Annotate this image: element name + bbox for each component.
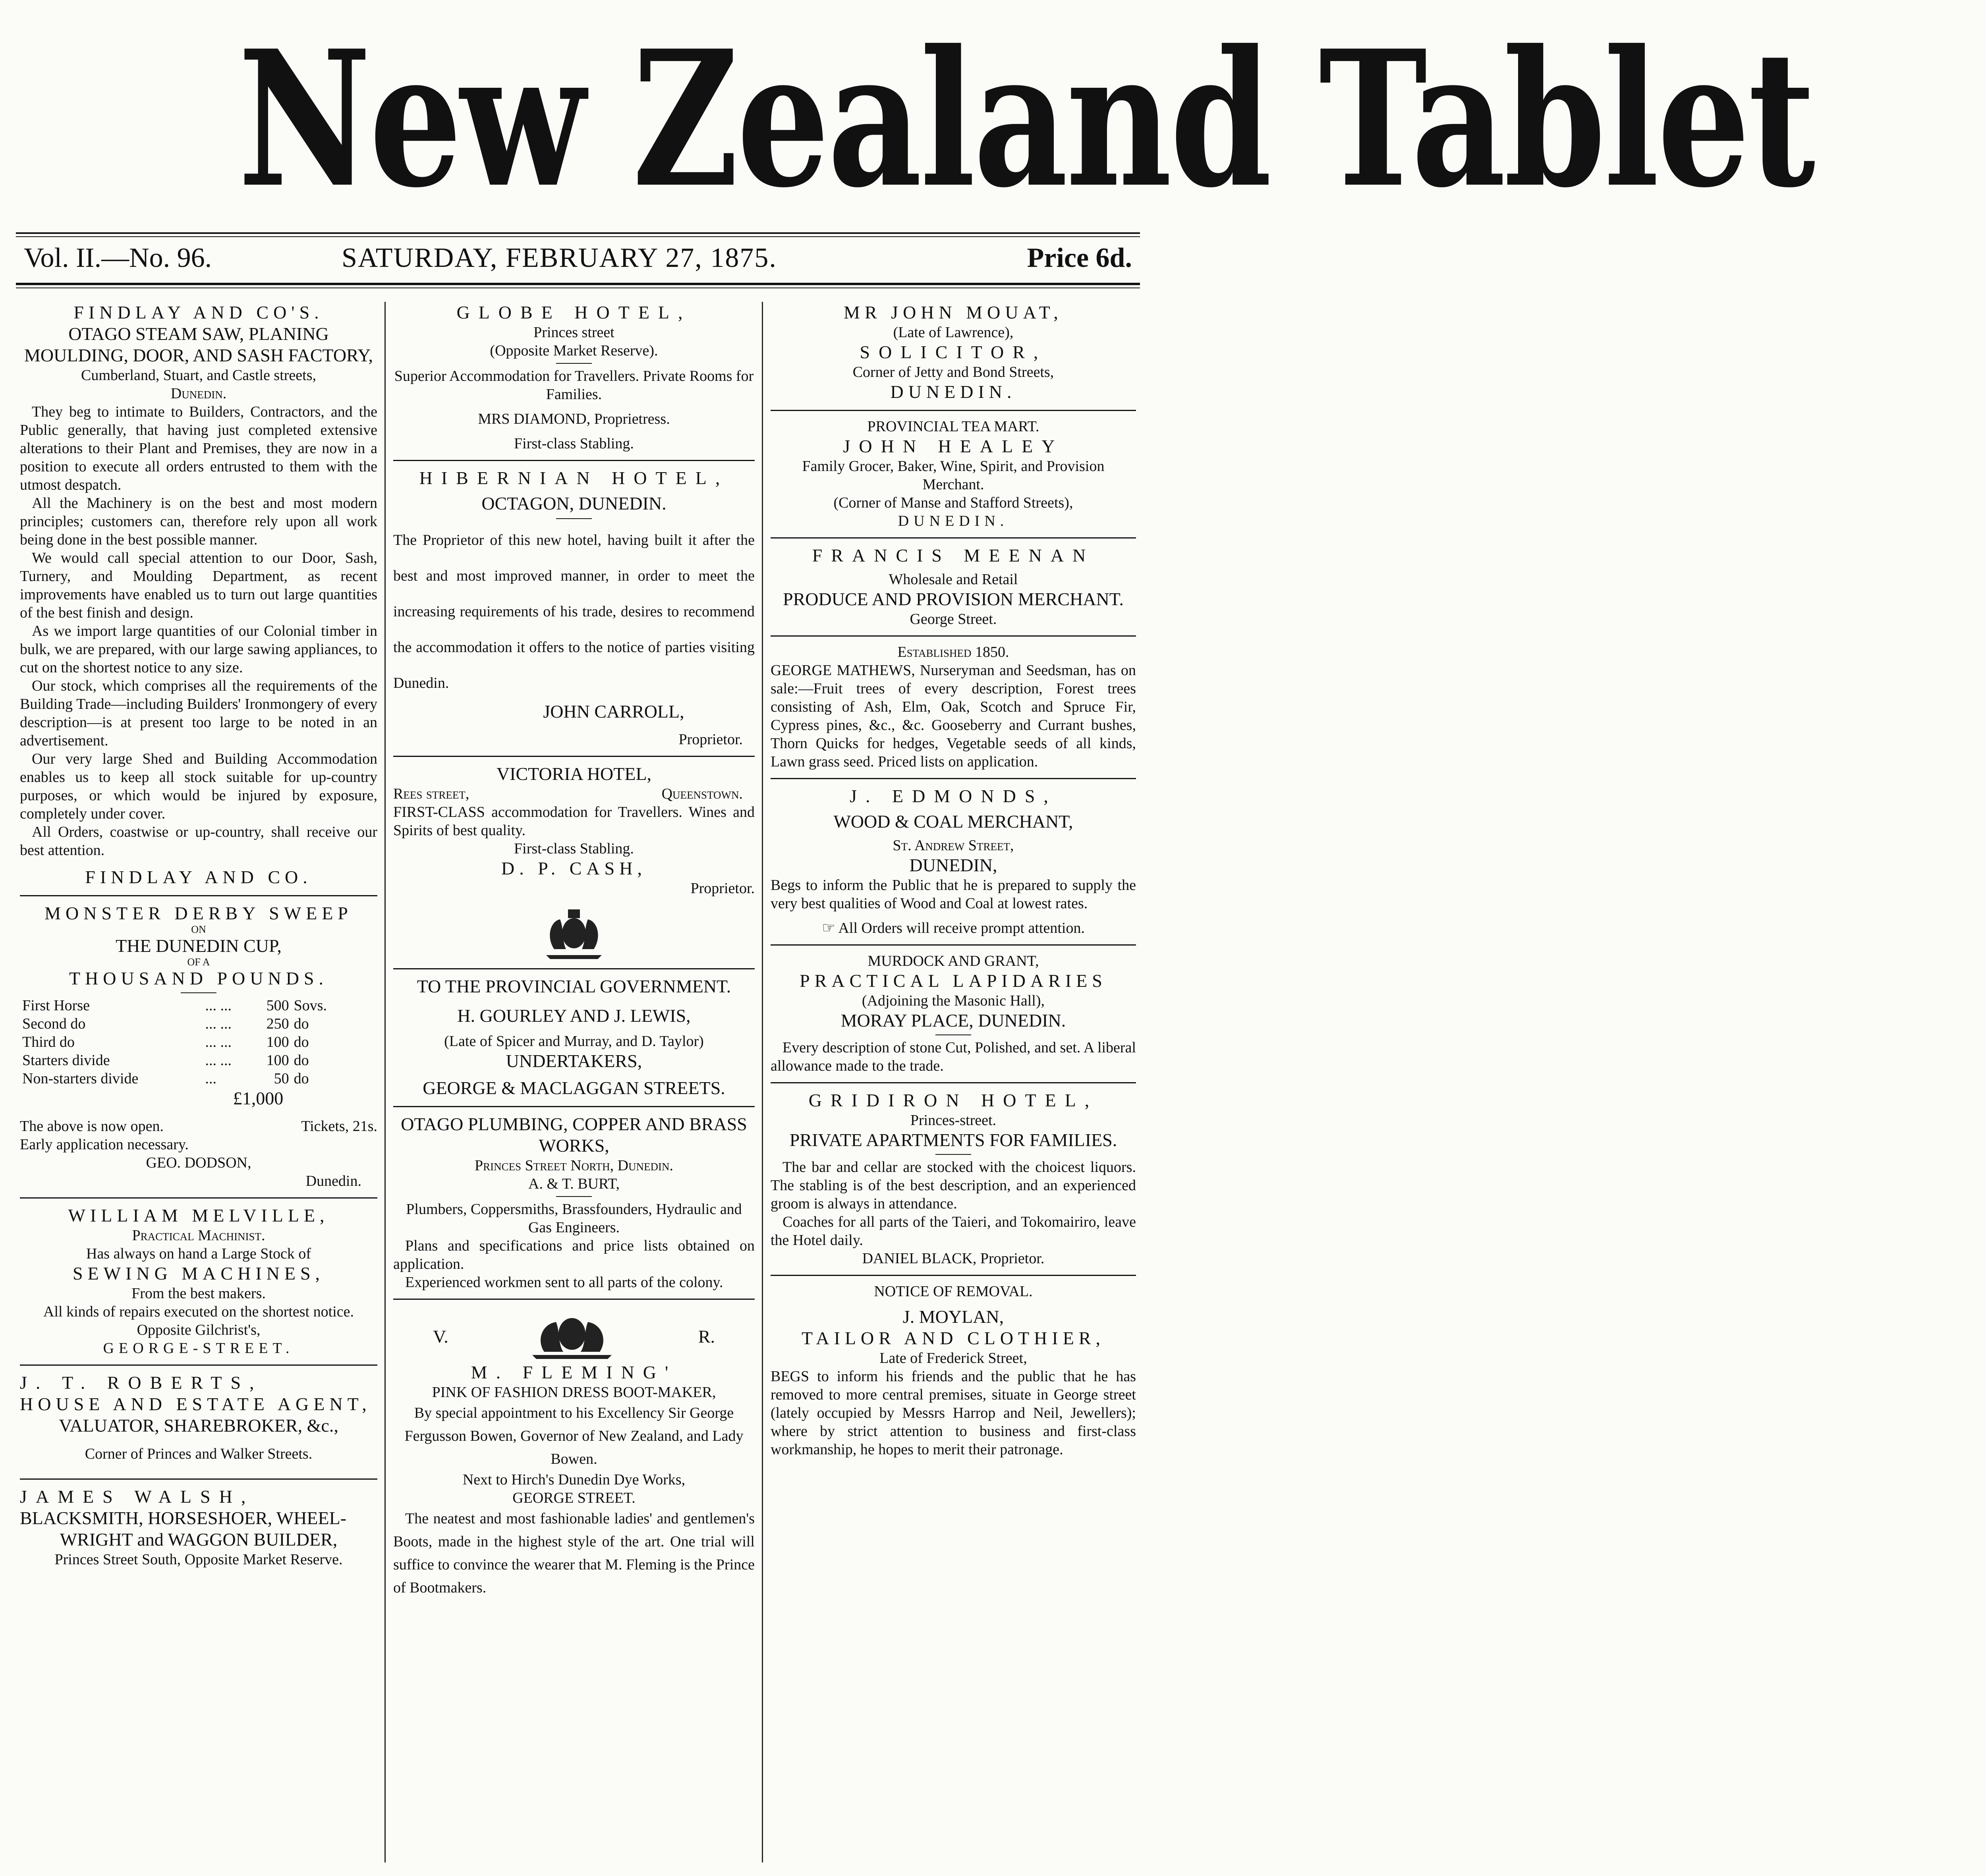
prize-row: First Horse ... ... 500 Sovs. xyxy=(20,996,349,1015)
advert-line: First-class Stabling. xyxy=(514,840,634,857)
short-rule xyxy=(556,363,592,364)
prize-amount: 100 xyxy=(266,1034,289,1050)
advert-line: By special appointment to his Excellency Sir George Fergusson Bowen, Governor of New Zealand, and Lady Bowen. xyxy=(404,1405,744,1467)
advert-line: FIRST-CLASS accommodation for Travellers. Wines and Spirits of best quality. xyxy=(393,804,755,839)
advert-heading: TO THE PROVINCIAL GOVERNMENT. xyxy=(417,976,731,996)
advert-line: VALUATOR, SHAREBROKER, &c., xyxy=(59,1415,338,1436)
prize-total: £1,000 xyxy=(233,1088,284,1108)
advert-line: GEORGE STREET. xyxy=(512,1490,636,1506)
advert-line: (Corner of Manse and Stafford Streets), xyxy=(833,494,1073,511)
prize-label: Second do xyxy=(22,1015,86,1032)
prize-row: Non-starters divide ... 50 do xyxy=(20,1069,349,1088)
prize-row: Third do ... ... 100 do xyxy=(20,1033,349,1051)
advert-name: GRIDIRON HOTEL, xyxy=(808,1090,1098,1110)
advert-line: St. Andrew Street, xyxy=(893,837,1014,854)
advert-paragraph: We would call special attention to our Door, Sash, Turnery, and Moulding Department, as recent improvements have enabled us to turn out large quantities of the best finish and design. xyxy=(20,550,377,621)
advert-city: Dunedin. xyxy=(305,1173,361,1189)
advert-town: Queenstown. xyxy=(661,786,743,802)
prize-amount: 250 xyxy=(266,1015,289,1032)
advert-note: Tickets, 21s. xyxy=(301,1118,377,1135)
advert-name: HIBERNIAN HOTEL, xyxy=(419,468,729,488)
short-rule xyxy=(556,1196,592,1197)
column-3 xyxy=(771,302,1136,1862)
advert-line: WOOD & COAL MERCHANT, xyxy=(833,811,1073,832)
advert-line: OCTAGON, DUNEDIN. xyxy=(481,493,667,513)
dateline xyxy=(16,240,1140,276)
advert-divider xyxy=(771,778,1136,779)
prize-unit: do xyxy=(294,1070,309,1087)
advert-title: OTAGO STEAM SAW, PLANING MOULDING, DOOR, AND SASH FACTORY, xyxy=(24,324,373,365)
advert-divider xyxy=(771,1275,1136,1276)
advert-line: TAILOR AND CLOTHIER, xyxy=(802,1328,1105,1348)
advert-paragraph: Our very large Shed and Building Accommodation enables us to keep all stock suitable for up-country purposes, or which would be injured by exposure, completely under cover. xyxy=(20,751,377,822)
gridiron-hotel-advert xyxy=(771,1090,1136,1268)
advert-divider xyxy=(20,1365,377,1366)
globe-hotel-advert xyxy=(393,302,755,453)
advert-divider xyxy=(20,895,377,896)
advert-line: Plans and specifications and price lists obtained on application. xyxy=(393,1237,755,1272)
advert-paragraph: They beg to intimate to Builders, Contractors, and the Public generally, that having just completed extensive alterations to their Plant and Premises, they are now in a position to execute all orders entrusted to them with the utmost despatch. xyxy=(20,403,377,493)
advert-name: J. MOYLAN, xyxy=(902,1307,1004,1327)
advert-line: Wholesale and Retail xyxy=(889,571,1018,588)
advert-line: All kinds of repairs executed on the shortest notice. xyxy=(43,1303,354,1320)
murdock-advert xyxy=(771,952,1136,1075)
prize-unit: Sovs. xyxy=(294,997,327,1014)
healey-advert xyxy=(771,417,1136,530)
advert-subtitle: THE DUNEDIN CUP, xyxy=(116,936,282,956)
prize-unit: do xyxy=(294,1034,309,1050)
advert-name: M. FLEMING' xyxy=(471,1362,677,1382)
advert-signer: GEO. DODSON, xyxy=(146,1154,251,1171)
advert-divider xyxy=(771,1082,1136,1083)
prize-label: First Horse xyxy=(22,997,90,1014)
advert-divider xyxy=(20,1478,377,1480)
issue-price: Price 6d. xyxy=(1027,243,1132,273)
advert-trade: Practical Machinist. xyxy=(132,1227,265,1244)
mathews-advert xyxy=(771,643,1136,771)
prize-unit: do xyxy=(294,1052,309,1069)
advert-paragraph: All the Machinery is on the best and most modern principles; customers can, therefore rely upon all work being done in the best possible manner. xyxy=(20,495,377,548)
advert-name: FRANCIS MEENAN xyxy=(812,545,1095,566)
prize-amount: 500 xyxy=(266,997,289,1014)
advert-name: MR JOHN MOUAT, xyxy=(844,302,1063,322)
advert-line: DUNEDIN. xyxy=(898,513,1009,529)
advert-name: JOHN HEALEY xyxy=(843,436,1064,456)
advert-line: From the best makers. xyxy=(131,1285,266,1302)
advert-line: MRS DIAMOND, Proprietress. xyxy=(478,411,670,427)
advert-role: Proprietor. xyxy=(690,880,755,897)
advert-divider xyxy=(393,460,755,461)
advert-line: Experienced workmen sent to all parts of the colony. xyxy=(405,1274,723,1291)
royal-crest-icon xyxy=(524,1308,620,1360)
advert-name: J. T. ROBERTS, xyxy=(20,1372,263,1393)
advert-line: Corner of Jetty and Bond Streets, xyxy=(852,364,1054,380)
dateline-rule xyxy=(16,283,1140,285)
advert-line: Coaches for all parts of the Taieri, and Tokomairiro, leave the Hotel daily. xyxy=(771,1214,1136,1249)
advert-line: Princes Street North, Dunedin. xyxy=(474,1157,673,1174)
column-1 xyxy=(20,302,377,1862)
advert-line: DUNEDIN. xyxy=(890,382,1016,402)
advert-line: Begs to inform the Public that he is prepared to supply the very best qualities of Wood and Coal at lowest rates. xyxy=(771,877,1136,912)
advert-divider xyxy=(771,410,1136,411)
advert-line: A. & T. BURT, xyxy=(528,1175,620,1192)
top-rule-thin xyxy=(16,236,1140,237)
advert-subtitle: THOUSAND POUNDS. xyxy=(69,968,328,988)
crest-letter-v: V. xyxy=(433,1326,448,1347)
short-rule xyxy=(935,1154,971,1155)
prize-amount: 50 xyxy=(274,1070,289,1087)
advert-line: Opposite Gilchrist's, xyxy=(137,1322,261,1338)
advert-body: GEORGE MATHEWS, Nurseryman and Seedsman, has on sale:—Fruit trees of every description, Forest trees consisting of Ash, Elm, Oak, Scotch and Spruce Fir, Cypress pines, &c., &c. Gooseberry and Currant bushes, Thorn Quicks for hedges, Vegetable seeds of all kinds, Lawn grass seed. Priced lists on application. xyxy=(771,662,1136,770)
advert-line: (Opposite Market Reserve). xyxy=(490,342,658,359)
advert-small-text: OF A xyxy=(187,956,210,968)
advert-city: Dunedin. xyxy=(170,385,227,402)
advert-line: Family Grocer, Baker, Wine, Spirit, and Provision Merchant. xyxy=(802,458,1105,493)
advert-heading: MURDOCK AND GRANT, xyxy=(867,953,1039,969)
advert-location xyxy=(393,785,755,803)
advert-paragraph: All Orders, coastwise or up-country, shall receive our best attention. xyxy=(20,824,377,859)
advert-divider xyxy=(393,1106,755,1107)
prize-unit: do xyxy=(294,1015,309,1032)
advert-line: WRIGHT and WAGGON BUILDER, xyxy=(60,1529,338,1550)
advert-divider xyxy=(20,1197,377,1199)
advert-line: GEORGE-STREET. xyxy=(103,1340,294,1357)
prize-row: Starters divide ... ... 100 do xyxy=(20,1051,349,1069)
advert-name: PRACTICAL LAPIDARIES xyxy=(800,971,1107,991)
advert-body: The Proprietor of this new hotel, having built it after the best and most improved manner, in order to meet the increasing requirements of his trade, desires to recommend the accommodation it offers to the notice of parties visiting Dunedin. xyxy=(393,532,755,691)
advert-note-line xyxy=(771,919,1136,937)
advert-divider xyxy=(771,944,1136,946)
royal-crest-icon xyxy=(530,901,618,961)
derby-advert xyxy=(20,903,377,1190)
advert-line: BEGS to inform his friends and the public that he has removed to more central premises, situate in George street (lately occupied by Messrs Harrop and Neil, Jewellers); where by strict attention to business and first-class workmanship, he hopes to merit their patronage. xyxy=(771,1368,1136,1458)
advert-line: The neatest and most fashionable ladies' and gentlemen's Boots, made in the highest style of the art. One trial will suffice to convince the wearer that M. Fleming is the Prince of Bootmakers. xyxy=(393,1510,755,1596)
top-rule xyxy=(16,232,1140,234)
advert-line: UNDERTAKERS, xyxy=(506,1051,642,1071)
prize-row: Second do ... ... 250 do xyxy=(20,1015,349,1033)
advert-note-line xyxy=(20,1117,377,1135)
prize-table xyxy=(20,996,349,1088)
advert-heading: NOTICE OF REMOVAL. xyxy=(874,1283,1033,1300)
advert-line: (Adjoining the Masonic Hall), xyxy=(862,992,1045,1009)
advert-line: BLACKSMITH, HORSESHOER, WHEEL- xyxy=(20,1508,347,1528)
advert-role: Proprietor. xyxy=(678,731,743,748)
crest-letter-r: R. xyxy=(698,1326,715,1347)
plumbing-advert xyxy=(393,1114,755,1291)
column-divider xyxy=(384,302,386,1862)
advert-line: (Late of Spicer and Murray, and D. Taylor) xyxy=(444,1033,704,1050)
advert-line: Plumbers, Coppersmiths, Brassfounders, Hydraulic and Gas Engineers. xyxy=(406,1201,742,1236)
advert-line: PRIVATE APARTMENTS FOR FAMILIES. xyxy=(789,1130,1117,1150)
advert-name: JAMES WALSH, xyxy=(20,1486,255,1507)
advert-paragraph: Our stock, which comprises all the requirements of the Building Trade—including Builders' Ironmongery of every description—is at present too large to be noted in an advertisement. xyxy=(20,677,377,749)
advert-established: Established 1850. xyxy=(897,644,1009,660)
advert-street: Rees street, xyxy=(393,786,469,802)
prize-label: Third do xyxy=(22,1034,75,1050)
advert-title: MONSTER DERBY SWEEP xyxy=(44,903,353,923)
advert-line: Has always on hand a Large Stock of xyxy=(86,1245,311,1262)
advert-line: SEWING MACHINES, xyxy=(72,1263,325,1283)
advert-line: Princes Street South, Opposite Market Reserve. xyxy=(54,1551,343,1568)
advert-line: The bar and cellar are stocked with the choicest liquors. The stabling is of the best description, and an experienced groom is always in attendance. xyxy=(771,1159,1136,1212)
crest-row xyxy=(393,1306,755,1362)
roberts-advert xyxy=(20,1372,377,1471)
prize-amount: 100 xyxy=(266,1052,289,1069)
walsh-advert xyxy=(20,1486,377,1569)
advert-signer: D. P. CASH, xyxy=(501,858,647,878)
hibernian-hotel-advert xyxy=(393,467,755,749)
advert-name: OTAGO PLUMBING, COPPER AND BRASS WORKS, xyxy=(401,1114,747,1156)
prize-label: Starters divide xyxy=(22,1052,110,1069)
advert-line: Princes-street. xyxy=(910,1112,997,1129)
short-rule xyxy=(556,518,592,519)
melville-advert xyxy=(20,1205,377,1357)
advert-note: The above is now open. xyxy=(20,1118,164,1135)
advert-divider xyxy=(771,635,1136,637)
issue-date: SATURDAY, FEBRUARY 27, 1875. xyxy=(342,243,777,273)
advert-line: Superior Accommodation for Travellers. Private Rooms for Families. xyxy=(394,368,754,403)
advert-note: Early application necessary. xyxy=(20,1136,189,1153)
advert-line: SOLICITOR, xyxy=(860,342,1047,362)
advert-name: H. GOURLEY AND J. LEWIS, xyxy=(457,1006,691,1026)
advert-line: PRODUCE AND PROVISION MERCHANT. xyxy=(783,589,1124,609)
advert-line: George Street. xyxy=(910,611,997,627)
advert-line: DANIEL BLACK, Proprietor. xyxy=(862,1250,1045,1267)
advert-paragraph: As we import large quantities of our Colonial timber in bulk, we are prepared, with our large sawing appliances, to cut on the shortest notice to any size. xyxy=(20,623,377,676)
advert-line: First-class Stabling. xyxy=(514,435,634,452)
advert-signature: FINDLAY AND CO. xyxy=(85,867,312,887)
masthead-title: New Zealand Tablet xyxy=(238,10,1814,229)
advert-divider xyxy=(393,756,755,757)
advert-address: Cumberland, Stuart, and Castle streets, xyxy=(81,367,317,384)
advert-line: Princes street xyxy=(533,324,614,341)
advert-divider xyxy=(771,537,1136,538)
meenan-advert xyxy=(771,545,1136,628)
moylan-advert xyxy=(771,1282,1136,1459)
advert-name: VICTORIA HOTEL, xyxy=(496,764,652,784)
advert-name: WILLIAM MELVILLE, xyxy=(68,1205,329,1226)
advert-line: Corner of Princes and Walker Streets. xyxy=(85,1446,313,1462)
pointing-hand-icon: ☞ xyxy=(822,920,836,936)
advert-line: Late of Frederick Street, xyxy=(879,1350,1027,1366)
advert-divider xyxy=(393,1299,755,1300)
column-divider xyxy=(762,302,763,1862)
advert-name: GLOBE HOTEL, xyxy=(456,302,692,322)
victoria-hotel-advert xyxy=(393,763,755,961)
advert-line: DUNEDIN, xyxy=(909,855,997,875)
fleming-advert xyxy=(393,1306,755,1599)
advert-line: HOUSE AND ESTATE AGENT, xyxy=(20,1394,371,1414)
prize-label: Non-starters divide xyxy=(22,1070,139,1087)
advert-line: Next to Hirch's Dunedin Dye Works, xyxy=(462,1471,686,1488)
advert-divider xyxy=(393,968,755,969)
advert-small-text: ON xyxy=(191,924,206,935)
findlay-advert xyxy=(20,302,377,888)
advert-name: J. EDMONDS, xyxy=(850,786,1057,806)
advert-name: FINDLAY AND CO'S. xyxy=(73,302,324,322)
advert-line: PINK OF FASHION DRESS BOOT-MAKER, xyxy=(432,1384,716,1401)
column-2 xyxy=(393,302,755,1862)
edmonds-advert xyxy=(771,786,1136,937)
mouat-advert xyxy=(771,302,1136,403)
masthead xyxy=(16,10,1814,229)
advert-line: (Late of Lawrence), xyxy=(893,324,1014,341)
short-rule xyxy=(181,992,216,993)
volume-number: Vol. II.—No. 96. xyxy=(24,243,212,273)
advert-line: Every description of stone Cut, Polished, and set. A liberal allowance made to the trade. xyxy=(771,1039,1136,1074)
gourley-advert xyxy=(393,976,755,1099)
advert-heading: PROVINCIAL TEA MART. xyxy=(867,418,1039,435)
advert-line: All Orders will receive prompt attention. xyxy=(838,920,1085,936)
advert-signer: JOHN CARROLL, xyxy=(543,701,684,722)
advert-line: MORAY PLACE, DUNEDIN. xyxy=(840,1010,1066,1031)
advert-line: GEORGE & MACLAGGAN STREETS. xyxy=(423,1078,725,1098)
